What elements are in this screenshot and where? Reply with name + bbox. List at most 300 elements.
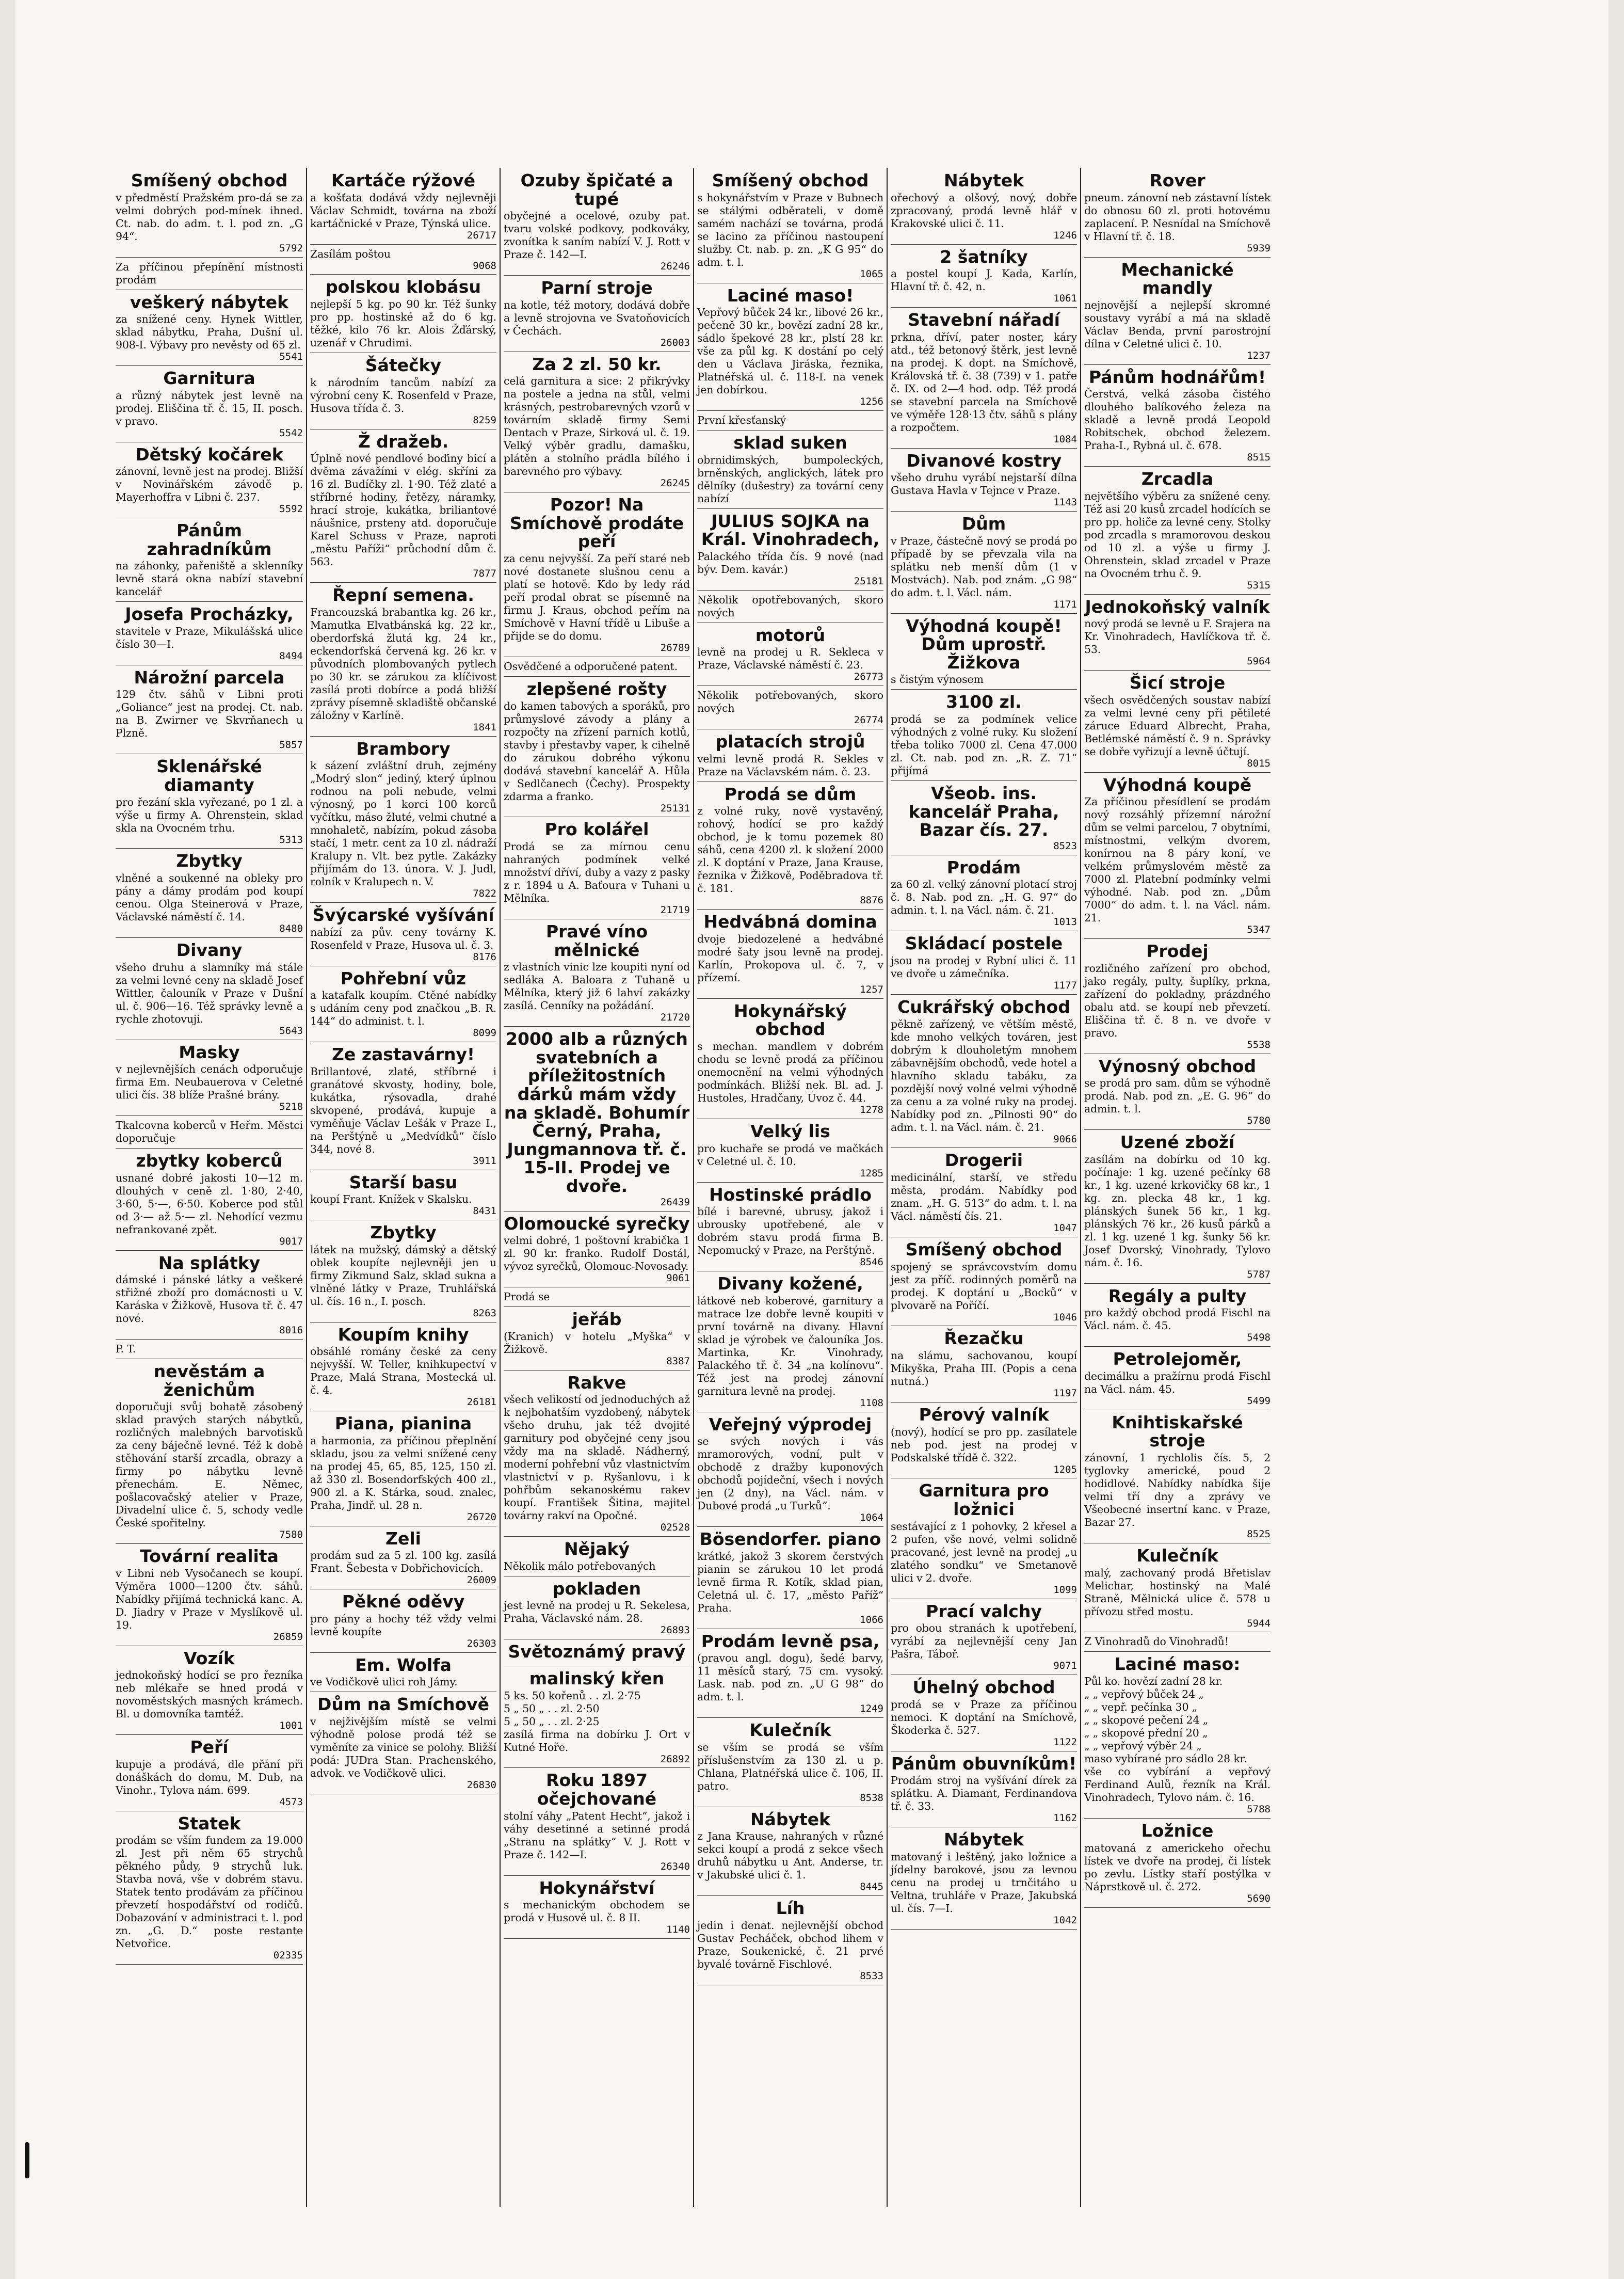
ad-text: s mechanickým obchodem se prodá v Husově ul. č. 8 II. bbox=[504, 1899, 690, 1924]
ad-heading: Knihtiskařské stroje bbox=[1112, 1412, 1243, 1451]
ad-heading: Stavební nářadí bbox=[908, 310, 1060, 330]
ad-number: 26003 bbox=[660, 337, 690, 348]
ad-heading: Garnitura bbox=[163, 368, 255, 389]
ad-number: 4573 bbox=[279, 1796, 303, 1808]
ad-heading: Masky bbox=[179, 1042, 240, 1062]
ad-number: 02528 bbox=[660, 1522, 690, 1534]
ad-text: Několik málo potřebovaných bbox=[504, 1559, 656, 1572]
ad-heading: Řepní semena. bbox=[332, 585, 474, 605]
ad-heading: Ložnice bbox=[1141, 1820, 1214, 1841]
classified-ad bbox=[891, 1751, 1077, 1828]
ad-heading: Pěkné oděvy bbox=[342, 1591, 465, 1612]
ad-text: a katafalk koupím. Ctěné nabídky s udáním ceny pod značkou „B. R. 144“ do administ. t. l. bbox=[310, 989, 496, 1028]
ad-number: 5347 bbox=[1247, 924, 1271, 936]
ad-number: 26009 bbox=[467, 1574, 496, 1586]
classified-ad bbox=[891, 168, 1077, 245]
classified-ad bbox=[1084, 939, 1271, 1054]
classified-ad bbox=[697, 1807, 883, 1896]
classified-ad bbox=[504, 1768, 690, 1875]
ad-text: velmi levně prodá R. Sekles v Praze na Václavském nám. č. 23. bbox=[697, 752, 883, 778]
ad-heading: Světoznámý pravý bbox=[508, 1641, 686, 1662]
classified-ad bbox=[310, 353, 496, 429]
ad-text: stavitele v Praze, Mikulášská ulice číslo 30—I. bbox=[116, 625, 303, 650]
ad-heading: Nárožní parcela bbox=[134, 667, 285, 688]
ad-number: 1066 bbox=[860, 1614, 883, 1625]
ad-text: prkna, dříví, pater noster, káry atd., též betonový štěrk, jest levně na prodej. K dopt. na Smíchově, Královská tř. č. 38 (739) v 1. patře č. IX. od 2—4 hod. odp. Též prodá se stavební parcela na Smíchově ve výměře 128·13 čtv. sáhů s plány a rozpočtem. bbox=[891, 330, 1077, 434]
ad-heading: Pozor! Na Smíchově prodáte peří bbox=[509, 495, 684, 552]
ad-number: 8016 bbox=[279, 1325, 303, 1336]
ad-text: prodám se vším fundem za 19.000 zl. Jest při něm 65 strychů pěkného půdy, 9 strychů luk. Stavba nová, vše v dobrém stavu. Statek tento prodávám za příčinou převzetí hospodářství od rodičů. Dobazování v administraci t. l. pod zn. „G. D.“ poste restante Netvořice. bbox=[116, 1834, 303, 1950]
classified-ad bbox=[697, 591, 883, 623]
ad-heading: Za 2 zl. 50 kr. bbox=[532, 354, 662, 374]
ad-number: 8015 bbox=[1247, 757, 1271, 769]
ad-heading: Regály a pulty bbox=[1108, 1285, 1247, 1306]
ad-heading: Petrolejoměr, bbox=[1113, 1349, 1242, 1369]
classified-ad bbox=[697, 1183, 883, 1272]
ad-text: v Libni neb Vysočanech se koupí. Výměra 1000—1200 čtv. sáhů. Nabídky přijímá technická kanc. A. D. Jiadry v Praze v Myslíkově ul. 19. bbox=[116, 1567, 303, 1631]
ad-heading: Josefa Procházky, bbox=[125, 604, 294, 625]
ad-number: 26893 bbox=[660, 1624, 690, 1636]
ad-number: 1064 bbox=[860, 1512, 883, 1524]
classified-ad bbox=[310, 429, 496, 583]
ad-number: 1140 bbox=[666, 1924, 690, 1936]
ad-text: pěkně zařízený, ve větším městě, kde mnoho velkých továren, jest dobrým k dlouholetým mnohem zábavnějším obchodů, vede hotel a hlavního skladu tabáku, za pozdější nový volné velmi výhodně za cenu a za volné ruky na prodej. Nabídky pod zn. „Pilnosti 90“ do adm. t. l. na Václ. nám. č. 21. bbox=[891, 1017, 1077, 1134]
classified-ad bbox=[310, 966, 496, 1043]
classified-ad bbox=[891, 1326, 1077, 1403]
ad-heading: Na splátky bbox=[158, 1252, 261, 1273]
classified-ad bbox=[116, 1544, 303, 1646]
classified-ad bbox=[504, 492, 690, 657]
ad-number: 1065 bbox=[860, 268, 883, 280]
ad-number: 8431 bbox=[473, 1205, 496, 1217]
ad-text: látkové neb koberové, garnitury a matrace lze dobře levně koupiti v první továrně na divany. Hlavní sklad je výrobek ve čalouníka Jos. Martinka, Kr. Vinohrady, Palackého tř. č. 34 „na kolínovu“. Též jest na prodej zánovní garnitura levně na prodej. bbox=[697, 1294, 883, 1397]
ad-number: 5964 bbox=[1247, 656, 1271, 667]
ad-heading: Divany kožené, bbox=[717, 1273, 863, 1294]
ad-number: 26340 bbox=[660, 1860, 690, 1872]
ad-number: 5315 bbox=[1247, 579, 1271, 591]
ad-text: Půl ko. hovězí zadní 28 kr. „ „ vepřový bůček 24 „ „ „ vepř. pečínka 30 „ „ „ skopové pečení 24 „ „ „ skopové přední 20 „ „ „ vepřový výběr 24 „ maso vybírané pro sádlo 28 kr. vše co vybírání a vepřový Ferdinand Aulů, řezník na Král. Vinohradech, Tylovo nám. č. 16. bbox=[1084, 1675, 1271, 1804]
ad-number: 1143 bbox=[1053, 497, 1077, 508]
ad-number: 8538 bbox=[860, 1792, 883, 1804]
ad-number: 26246 bbox=[660, 261, 690, 273]
classified-ad bbox=[116, 1340, 303, 1359]
classified-ad bbox=[504, 352, 690, 493]
ad-text: bílé i barevné, ubrusy, jakož i ubrousky upotřebené, ale v dobrém stavu prodá firma B. Nepomucký v Praze, na Perštýně. bbox=[697, 1205, 883, 1257]
ad-text: pro pány a hochy též vždy velmi levně koupíte bbox=[310, 1612, 496, 1638]
ad-text: pro kuchaře se prodá ve mačkách v Celetné ul. č. 10. bbox=[697, 1142, 883, 1168]
ad-text: všeho druhu a slamníky má stále za velmi levné ceny na skladě Josef Wittler, čalouník v Praze v Dušní ul. č. 906—16. Též správky levně a rychle zhotovuji. bbox=[116, 961, 303, 1025]
classified-ad bbox=[891, 1148, 1077, 1237]
ad-text: ořechový a olšový, nový, dobře zpracovaný, prodá levně hlář v Krakovské ulici č. 11. bbox=[891, 191, 1077, 230]
ad-number: 02335 bbox=[273, 1950, 303, 1962]
ad-number: 5787 bbox=[1247, 1268, 1271, 1280]
ad-text: a harmonia, za příčinou přeplnění skladu, jsou za velmi snížené ceny na prodej 45, 65, 85, 125, 150 zl. až 330 zl. Bosendorfských 400 zl., 900 zl. a K. Stárka, soud. znalec, Praha, Jindř. ul. 28 n. bbox=[310, 1434, 496, 1511]
classified-ad bbox=[891, 1478, 1077, 1599]
ad-heading: Roku 1897 očejchované bbox=[537, 1770, 657, 1809]
ad-heading: Piana, pianina bbox=[334, 1413, 472, 1434]
ad-heading: Prodá se dům bbox=[724, 784, 857, 804]
ad-heading: 3100 zl. bbox=[946, 692, 1022, 712]
ad-number: 1249 bbox=[860, 1703, 883, 1715]
classified-ad bbox=[697, 431, 883, 509]
ad-heading: Ž dražeb. bbox=[358, 431, 449, 452]
ad-text: s hokynářstvím v Praze v Bubnech se stálými odběrateli, v domě samém nachází se továrna, prodá se lacino za příčinou nastoupení služby. Ct. nab. p. zn. „K G 95“ do adm. t. l. bbox=[697, 191, 883, 268]
ad-number: 5857 bbox=[279, 739, 303, 751]
classified-ad bbox=[1084, 1347, 1271, 1410]
classified-ad bbox=[697, 1412, 883, 1527]
classified-ad bbox=[116, 1811, 303, 1965]
ad-heading: Kulečník bbox=[749, 1720, 831, 1741]
ad-heading: Nějaký bbox=[564, 1539, 630, 1559]
ad-number: 25131 bbox=[660, 802, 690, 814]
ad-number: 5541 bbox=[279, 351, 303, 363]
ad-number: 8515 bbox=[1247, 452, 1271, 464]
ad-number: 9068 bbox=[473, 260, 496, 272]
ad-text: medicinální, starší, ve středu města, prodám. Nabídky pod znam. „H. G. 513“ do adm. t. l. na Václ. náměstí čís. 21. bbox=[891, 1171, 1077, 1223]
ad-heading: 2000 alb a různých svatebních a příležitostních dárků mám vždy na skladě. Bohumír Černý, Praha, Jungmannova tř. č. 15-II. Prodej ve dvoře. bbox=[504, 1029, 690, 1197]
ad-text: nabízí za pův. ceny továrny K. Rosenfeld v Praze, Husova ul. č. 3. bbox=[310, 926, 496, 951]
ad-number: 8533 bbox=[860, 1970, 883, 1982]
ad-heading: Olomoucké syrečky bbox=[504, 1213, 690, 1234]
ad-heading: Pohřební vůz bbox=[340, 968, 467, 989]
ad-number: 1047 bbox=[1053, 1222, 1077, 1234]
classified-ad bbox=[697, 1629, 883, 1718]
ad-number: 1162 bbox=[1053, 1812, 1077, 1824]
ad-heading: Šátečky bbox=[365, 355, 442, 376]
classified-ad bbox=[697, 1896, 883, 1985]
ad-text: a košťata dodává vždy nejlevněji Václav Schmidt, továrna na zboží kartáčnické v Praze, Týnská ulice. bbox=[310, 191, 496, 230]
ad-number: 8480 bbox=[279, 923, 303, 935]
ad-number: 25181 bbox=[854, 575, 883, 587]
ad-number: 3911 bbox=[473, 1155, 496, 1167]
ad-text: Brillantové, zlaté, stříbrné i granátové skvosty, hodiny, bole, kukátka, rýsovadla, drahé skvopené, prodává, kupuje a vyměňuje Václav Lešák v Praze I., na Perštýně u „Medvídků“ číslo 344, nové 8. bbox=[310, 1065, 496, 1155]
classified-ad bbox=[697, 283, 883, 411]
classified-ad bbox=[697, 168, 883, 283]
classified-ad bbox=[891, 855, 1077, 932]
ad-text: pro obou stranách k upotřebení, vyrábí za nejlevnější ceny Jan Pašra, Táboř. bbox=[891, 1622, 1077, 1661]
ad-number: 8523 bbox=[1053, 840, 1077, 852]
ad-number: 26789 bbox=[660, 642, 690, 654]
ad-heading: Šicí stroje bbox=[1129, 673, 1226, 693]
classified-ad bbox=[116, 518, 303, 602]
column-4 bbox=[693, 168, 887, 2207]
ad-text: nový prodá se levně u F. Srajera na Kr. Vinohradech, Havlíčkova tř. č. 53. bbox=[1084, 617, 1271, 656]
ad-heading: Prodám bbox=[946, 857, 1021, 878]
classified-ad bbox=[891, 308, 1077, 449]
classified-ad bbox=[504, 1307, 690, 1370]
ad-text: do kamen tabových a sporáků, pro průmyslové závody a plány a rozpočty na zřízení parních kotlů, stavby i přestavby vaper, k cihelně do zárukou dobrého výkonu dodává stavební kancelář A. Hůla v Sedlčanech (Čechy). Prospekty zdarma a franko. bbox=[504, 699, 690, 803]
ad-number: 26439 bbox=[660, 1196, 690, 1208]
ad-text: (nový), hodící se pro pp. zasílatele neb pod. jest na prodej v Podskalské třídě č. 322. bbox=[891, 1425, 1077, 1464]
ad-text: První křesťanský bbox=[697, 414, 786, 427]
ad-number: 1177 bbox=[1053, 979, 1077, 991]
ad-text: z vlastních vinic lze koupiti nyní od sedláka A. Baloara z Tuhaně u Mělníka, který již 6 lahví zakázky zasílá. Cenníky na požádání. bbox=[504, 961, 690, 1012]
classified-ad bbox=[1084, 467, 1271, 595]
ad-heading: Líh bbox=[776, 1898, 805, 1919]
classified-ad bbox=[1084, 1410, 1271, 1543]
classified-ad bbox=[116, 665, 303, 755]
classified-ad bbox=[891, 1237, 1077, 1327]
ad-number: 7580 bbox=[279, 1529, 303, 1541]
classified-ad bbox=[891, 1403, 1077, 1479]
classified-ad bbox=[116, 1116, 303, 1149]
ad-number: 7822 bbox=[473, 888, 496, 900]
ad-text: z volné ruky, nově vystavěný, rohový, hodící se pro každý obchod, je k tomu pozemek 80 sáhů, cena 4200 zl. k složení 2000 zl. K doptání v Praze, Jana Krause, řeznika v Žižkově, Poděbradova tř. č. 181. bbox=[697, 805, 883, 895]
ad-heading: Pánům hodnářům! bbox=[1088, 366, 1266, 387]
classified-ad bbox=[697, 1718, 883, 1807]
ad-text: velmi dobré, 1 poštovní krabička 1 zl. 90 kr. franko. Rudolf Dostál, vývoz syrečků, Olomouc-Novosady. bbox=[504, 1234, 690, 1273]
ad-heading: Cukrářský obchod bbox=[897, 996, 1070, 1017]
ad-text: v nejživějším místě se velmi výhodně polose prodá též se vyměníte za vinice se polohy. Bližší podá: JUDra Stan. Prachenského, advok. ve Vodičkově ulici. bbox=[310, 1715, 496, 1779]
classified-ad bbox=[504, 1287, 690, 1307]
classified-ad bbox=[891, 995, 1077, 1149]
ad-number: 26720 bbox=[467, 1511, 496, 1523]
classified-ad bbox=[891, 1827, 1077, 1930]
classified-ad bbox=[697, 1527, 883, 1629]
classified-ad bbox=[891, 1599, 1077, 1676]
classified-ad bbox=[1084, 1652, 1271, 1819]
column-2 bbox=[306, 168, 500, 2207]
ad-text: pro každý obchod prodá Fischl na Václ. nám. č. 45. bbox=[1084, 1306, 1271, 1332]
ad-text: P. T. bbox=[116, 1343, 136, 1356]
ad-heading: Rakve bbox=[567, 1372, 626, 1393]
ad-number: 5218 bbox=[279, 1101, 303, 1113]
classified-ad bbox=[1084, 168, 1271, 258]
ad-text: v nejlevnějších cenách odporučuje firma Em. Neubauerova v Celetné ulici čís. 38 blíže Prašné brány. bbox=[116, 1063, 303, 1102]
ad-heading: Vozík bbox=[184, 1648, 235, 1668]
ad-text: 129 čtv. sáhů v Libni proti „Goliance“ jest na prodej. Ct. nab. na B. Zwirner ve Skvrňanech u Plzně. bbox=[116, 688, 303, 740]
classified-ad bbox=[116, 1040, 303, 1117]
ad-heading: Velký lis bbox=[750, 1121, 830, 1141]
ad-heading: Rover bbox=[1149, 170, 1205, 190]
ad-text: (Kranich) v hotelu „Myška“ v Žižkově. bbox=[504, 1330, 690, 1356]
classified-ad bbox=[504, 657, 690, 677]
ad-number: 5788 bbox=[1247, 1804, 1271, 1815]
ad-number: 1256 bbox=[860, 396, 883, 408]
ad-number: 26774 bbox=[854, 714, 883, 726]
ad-number: 5944 bbox=[1247, 1617, 1271, 1629]
ad-number: 1278 bbox=[860, 1104, 883, 1116]
classified-ad bbox=[1084, 1284, 1271, 1347]
ad-heading: Nábytek bbox=[750, 1809, 831, 1829]
ad-heading: Úhelný obchod bbox=[912, 1677, 1055, 1698]
ad-heading: polskou klobásu bbox=[326, 277, 481, 297]
ad-text: ve Vodičkově ulici roh Jámy. bbox=[310, 1676, 458, 1688]
classified-ad bbox=[1084, 671, 1271, 773]
ad-heading: Dětský kočárek bbox=[135, 444, 283, 465]
classified-ad bbox=[116, 1251, 303, 1340]
ad-number: 9071 bbox=[1053, 1660, 1077, 1672]
ad-text: s čistým výnosem bbox=[891, 673, 984, 686]
classified-ad bbox=[310, 737, 496, 903]
ad-heading: Tovární realita bbox=[140, 1546, 279, 1567]
ad-heading: Garnitura pro ložnici bbox=[919, 1480, 1049, 1520]
classified-ad bbox=[1084, 1054, 1271, 1130]
ad-number: 8494 bbox=[279, 650, 303, 662]
classified-ad bbox=[310, 1653, 496, 1693]
ad-heading: Kulečník bbox=[1136, 1545, 1218, 1566]
classified-ad bbox=[504, 1576, 690, 1640]
ad-text: na slámu, sachovanou, koupí Mikyška, Praha III. (Popis a cena nutná.) bbox=[891, 1349, 1077, 1388]
ad-text: se svých nových i vás mramorových, vodní, pult v obchodě z dražby kuponových obchodů pojídeční, všech i nových jen (2 dny), na Václ. nám. v Dubové prodá „u Turků“. bbox=[697, 1435, 883, 1512]
ad-text: nejnovější a nejlepší skromné soustavy vyrábí a má na skladě Václav Benda, první parostrojní dílna v Celetné ulici č. 10. bbox=[1084, 298, 1271, 350]
ad-text: malý, zachovaný prodá Břetislav Melichar, hostinský na Malé Straně, Mělnická ulice č. 578 u přívozu střed mostu. bbox=[1084, 1566, 1271, 1618]
classified-ad bbox=[310, 1526, 496, 1590]
ad-number: 1042 bbox=[1053, 1914, 1077, 1926]
ad-number: 8546 bbox=[860, 1256, 883, 1268]
classified-ad bbox=[116, 1735, 303, 1811]
ad-text: usnané dobré jakosti 10—12 m. dlouhých v ceně zl. 1·80, 2·40, 3·60, 5·—, 6·50. Koberce pod stůl od 3·— až 5·— zl. Nehodící vezmu nefrankované zpět. bbox=[116, 1171, 303, 1236]
ad-heading: veškerý nábytek bbox=[130, 292, 289, 312]
ad-number: 8387 bbox=[666, 1355, 690, 1367]
ad-text: látek na mužský, dámský a dětský oblek koupíte nejlevněji jen u firmy Zikmund Salz, sklad sukna a vlněné látky v Praze, Truhlářská ul. čís. 16 n., I. posch. bbox=[310, 1243, 496, 1308]
ad-text: prodám sud za 5 zl. 100 kg. zasílá Frant. Šebesta v Dobřichovicích. bbox=[310, 1549, 496, 1575]
classified-ad bbox=[504, 168, 690, 276]
classified-ads-page bbox=[112, 168, 1467, 2207]
classified-ad bbox=[891, 781, 1077, 855]
classified-ad bbox=[891, 449, 1077, 512]
ad-heading: Ze zastavárny! bbox=[331, 1044, 475, 1065]
classified-ad bbox=[891, 1675, 1077, 1751]
ad-heading: Jednokoňský valník bbox=[1085, 596, 1270, 617]
classified-ad bbox=[310, 1411, 496, 1526]
ad-heading: malinský křen bbox=[529, 1668, 665, 1688]
classified-ad bbox=[116, 1359, 303, 1544]
ad-number: 5792 bbox=[279, 242, 303, 254]
ad-heading: Kartáče rýžové bbox=[331, 170, 476, 190]
ad-text: decimálku a pražírnu prodá Fischl na Václ. nám. 45. bbox=[1084, 1369, 1271, 1395]
ad-number: 1061 bbox=[1053, 293, 1077, 305]
ad-number: 26717 bbox=[467, 229, 496, 241]
ad-heading: Nábytek bbox=[943, 170, 1024, 190]
ad-number: 5939 bbox=[1247, 242, 1271, 254]
ad-heading: Výnosný obchod bbox=[1099, 1056, 1256, 1076]
classified-ad bbox=[310, 168, 496, 245]
ad-heading: Drogerii bbox=[944, 1150, 1023, 1171]
classified-ad bbox=[116, 258, 303, 290]
ad-heading: Řezačku bbox=[944, 1328, 1024, 1349]
ad-text: dámské i pánské látky a veškeré střižné zboží pro domácnosti u V. Karáska v Žižkově, Husova tř. č. 47 nové. bbox=[116, 1273, 303, 1325]
classified-ad bbox=[504, 1537, 690, 1576]
classified-ad bbox=[116, 938, 303, 1040]
ad-text: jednokoňský hodící se pro řezníka neb mlékaře se hned prodá v novoměstských masných krámech. Bl. u domovníka tamtéž. bbox=[116, 1669, 303, 1720]
ad-text: k sázení zvláštní druh, zejmény „Modrý slon“ jediný, který úplnou rodnou na poli nebude, velmi výnosný, po 1 korci 100 korců vyčítku, máso žluté, velmi chutné a mnohaletč, nabízím, pokud zásoba stačí, 1 metr. cent za 10 zl. nádraží Kralupy n. Vlt. bez pytle. Zakázky přijímám do 13. února. V. J. Judl, rolník v Kralupech n. V. bbox=[310, 759, 496, 888]
classified-ad bbox=[310, 1589, 496, 1653]
ad-number: 26859 bbox=[273, 1631, 303, 1643]
ad-heading: Pánům obuvníkům! bbox=[891, 1753, 1077, 1774]
ad-heading: Výhodná koupě! Dům uprostř. Žižkova bbox=[906, 615, 1062, 673]
ad-text: obsáhlé romány české za ceny nejvyšší. W. Teller, knihkupectví v Praze, Malá Strana, Mostecká ul. č. 4. bbox=[310, 1345, 496, 1397]
ad-number: 8263 bbox=[473, 1307, 496, 1319]
ad-text: všech osvědčených soustav nabízí za velmi levné ceny při pětileté záruce Eduard Albrecht, Praha, Betlémské náměstí č. 9 n. Správky se dobře vyřizují a levně účtují. bbox=[1084, 693, 1271, 758]
ad-number: 1205 bbox=[1053, 1463, 1077, 1475]
ad-heading: Hostinské prádlo bbox=[709, 1184, 872, 1205]
ad-text: jsou na prodej v Rybní ulici č. 11 ve dvoře u zámečníka. bbox=[891, 954, 1077, 980]
ad-text: zasílám na dobírku od 10 kg. počínaje: 1 kg. uzené pečínky 68 kr., 1 kg. uzené krkovičky 68 kr., 1 kg. zn. plecka 48 kr., 1 kg. plánských šunek 56 kr., 1 kg. plánských 76 kr., 26 kusů párků a zl. 1 kg. uzené 1 kg. šunky 56 kr. Josef Dvorský, Vinohrady, Tylovo nám. č. 16. bbox=[1084, 1153, 1271, 1269]
classified-ad bbox=[504, 817, 690, 919]
ad-heading: Koupím knihy bbox=[337, 1324, 469, 1345]
ad-heading: Parní stroje bbox=[541, 278, 653, 298]
ad-number: 1285 bbox=[860, 1167, 883, 1179]
column-1 bbox=[112, 168, 306, 2207]
column-5 bbox=[887, 168, 1080, 2207]
ad-heading: Bösendorfer. piano bbox=[699, 1529, 881, 1550]
ad-number: 7877 bbox=[473, 568, 496, 580]
classified-ad bbox=[697, 686, 883, 729]
classified-ad bbox=[1084, 258, 1271, 365]
ad-number: 1122 bbox=[1053, 1736, 1077, 1748]
ad-number: 5690 bbox=[1247, 1892, 1271, 1904]
classified-ad bbox=[504, 1212, 690, 1288]
ad-heading: Peří bbox=[190, 1737, 229, 1758]
classified-ad bbox=[891, 931, 1077, 995]
ad-text: doporučuji svůj bohatě zásobený sklad pravých starých nábytků, rozličných malebných barvotisků za ceny báječně levné. Též k době stěhování starší zrcadla, obrazy a firmy po nábytku levně přenechám. E. Němec, pošlacovačský atelier v Praze, Divadelní ulice č. 5, schody vedle České spořitelny. bbox=[116, 1400, 303, 1529]
classified-ad bbox=[504, 677, 690, 818]
classified-ad bbox=[116, 290, 303, 366]
ad-number: 26181 bbox=[467, 1396, 496, 1408]
ad-number: 26830 bbox=[467, 1779, 496, 1791]
classified-ad bbox=[310, 1220, 496, 1322]
classified-ad bbox=[697, 1271, 883, 1412]
ad-text: Francouzská brabantka kg. 26 kr., Mamutka Elvatbánská kg. 22 kr., oberdorfská žlutá kg. 24 kr., eckendorfská červená kg. 26 kr. v původních plombovaných pytlech po 30 kr. se zárukou za klíčivost zasílá proti dobírce a podá bližší zprávy písemně skladiště občanské záložny v Karlíně. bbox=[310, 605, 496, 722]
classified-ad bbox=[697, 910, 883, 999]
classified-ad bbox=[697, 782, 883, 910]
ad-text: se vším se prodá se vším příslušenstvím za 130 zl. u p. Chlana, Platnéřská ulice č. 106, II. patro. bbox=[697, 1741, 883, 1792]
binding-hole-mark bbox=[25, 2142, 29, 2178]
ad-heading: Veřejný výprodej bbox=[709, 1414, 872, 1435]
ad-number: 1099 bbox=[1053, 1584, 1077, 1596]
ad-text: jedin i denat. nejlevnější obchod Gustav Pecháček, obchod lihem v Praze, Soukenické, č. 21 prvé byvalé továrně Fischlové. bbox=[697, 1919, 883, 1970]
ad-number: 1257 bbox=[860, 983, 883, 995]
ad-heading: jeřáb bbox=[572, 1309, 622, 1330]
classified-ad bbox=[310, 1170, 496, 1221]
ad-number: 9066 bbox=[1053, 1133, 1077, 1145]
classified-ad bbox=[1084, 1130, 1271, 1284]
ad-text: prodá se v Praze za příčinou nemoci. K doptání na Smíchově, Škoderka č. 527. bbox=[891, 1698, 1077, 1736]
ad-text: nejlepší 5 kg. po 90 kr. Též šunky pro pp. hostinské až do 6 kg. těžké, kilo 76 kr. Alois Žďárský, uzenář v Chrudimi. bbox=[310, 298, 496, 349]
ad-heading: Pérový valník bbox=[919, 1404, 1049, 1425]
ad-heading: nevěstám a ženichům bbox=[153, 1361, 265, 1400]
ad-heading: Divany bbox=[176, 940, 243, 960]
ad-number: 9017 bbox=[279, 1235, 303, 1247]
ad-text: rozličného zařízení pro obchod, jako regály, pulty, šuplíky, prkna, zařízení do pokladny, prázdného obalu atd. se koupí neb převzetí. Eliščina tř. č. 8 n. ve dvoře v pravo. bbox=[1084, 962, 1271, 1039]
ad-heading: Prací valchy bbox=[926, 1601, 1042, 1621]
ad-text: Několik opotřebovaných, skoro nových bbox=[697, 593, 883, 619]
ad-text: jest levně na prodej u R. Sekelesa, Praha, Václavské nám. 28. bbox=[504, 1599, 690, 1625]
ad-heading: Smíšený obchod bbox=[905, 1239, 1063, 1260]
classified-ad bbox=[310, 903, 496, 966]
ad-text: matovaný i leštěný, jako ložnice a jídelny barokové, jsou za levnou cenu na prodej u trnčitáho u Veltna, truhláře v Praze, Jakubská ul. čís. 7—I. bbox=[891, 1850, 1077, 1915]
ad-text: Z Vinohradů do Vinohradů! bbox=[1084, 1635, 1229, 1648]
ad-number: 5780 bbox=[1247, 1115, 1271, 1127]
ad-text: levně na prodej u R. Sekleca v Praze, Václavské náměstí č. 23. bbox=[697, 646, 883, 672]
ad-heading: Prodej bbox=[1146, 941, 1209, 962]
ad-text: Za příčinou přepínění místnosti prodám bbox=[116, 260, 303, 286]
ad-number: 5643 bbox=[279, 1025, 303, 1037]
classified-ad bbox=[116, 602, 303, 665]
classified-ad bbox=[116, 168, 303, 258]
ad-number: 21719 bbox=[660, 904, 690, 916]
classified-ad bbox=[116, 1646, 303, 1735]
ad-number: 26245 bbox=[660, 477, 690, 489]
ad-heading: Laciné maso! bbox=[727, 285, 854, 306]
ad-text: Za příčinou přesídlení se prodám nový rozsáhlý přízemní nárožní dům se velmi parcelou, 7 obytními, místnostmi, velkým dvorem, konírnou na 8 páry koní, ve velkém průmyslovém městě za 7000 zl. Platební podmínky velmi výhodné. Nab. pod zn. „Dům 7000“ do adm. t. l. na Václ. nám. 21. bbox=[1084, 795, 1271, 925]
classified-ad bbox=[891, 512, 1077, 614]
ad-heading: Výhodná koupě bbox=[1103, 774, 1252, 795]
ad-text: a postel koupí J. Kada, Karlín, Hlavní tř. č. 42, n. bbox=[891, 267, 1077, 293]
ad-number: 8445 bbox=[860, 1881, 883, 1893]
classified-ad bbox=[310, 1692, 496, 1794]
